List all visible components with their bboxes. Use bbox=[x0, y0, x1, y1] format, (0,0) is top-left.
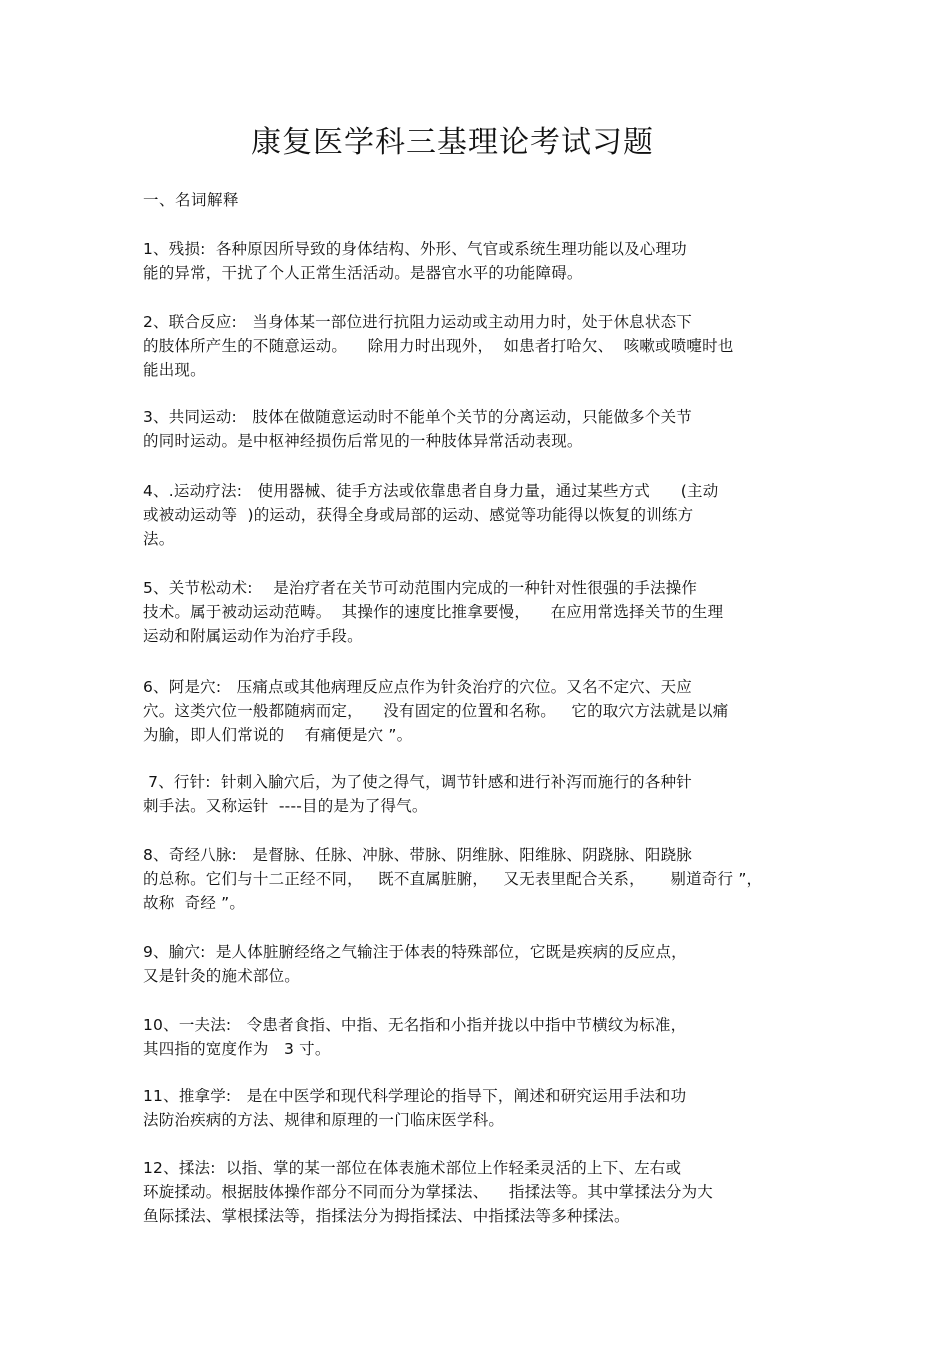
entry-line: 为腧，即人们常说的 有痛便是穴 ”。 bbox=[143, 726, 413, 744]
entry-line: 3、共同运动: 肢体在做随意运动时不能单个关节的分离运动，只能做多个关节 bbox=[143, 408, 692, 426]
entry-line: 刺手法。又称运针 ----目的是为了得气。 bbox=[143, 797, 428, 815]
entry-line: 1、残损: 各种原因所导致的身体结构、外形、气官或系统生理功能以及心理功 bbox=[143, 240, 687, 258]
entry-line: 8、奇经八脉: 是督脉、任脉、冲脉、带脉、阴维脉、阳维脉、阴跷脉、阳跷脉 bbox=[143, 846, 692, 864]
entry-line: 6、阿是穴: 压痛点或其他病理反应点作为针灸治疗的穴位。又名不定穴、天应 bbox=[143, 678, 692, 696]
definition-entry-4 bbox=[143, 479, 808, 551]
definition-entry-6 bbox=[143, 675, 808, 747]
entry-line: 法。 bbox=[143, 530, 175, 548]
entry-line: 又是针灸的施术部位。 bbox=[143, 967, 301, 985]
entry-line: 能的异常，干扰了个人正常生活活动。是器官水平的功能障碍。 bbox=[143, 264, 583, 282]
entry-line: 的总称。它们与十二正经不同， 既不直属脏腑， 又无表里配合关系， 剔道奇行 ”， bbox=[143, 870, 763, 888]
entry-line: 2、联合反应: 当身体某一部位进行抗阻力运动或主动用力时，处于休息状态下 bbox=[143, 313, 692, 331]
definition-entry-8 bbox=[143, 843, 808, 915]
definition-entry-2 bbox=[143, 310, 808, 382]
definition-entry-3 bbox=[143, 405, 808, 453]
entry-line: 技术。属于被动运动范畴。 其操作的速度比推拿要慢， 在应用常选择关节的生理 bbox=[143, 603, 724, 621]
entry-line: 的同时运动。是中枢神经损伤后常见的一种肢体异常活动表现。 bbox=[143, 432, 583, 450]
definition-entry-9 bbox=[143, 940, 808, 988]
document-title: 康复医学科三基理论考试习题 bbox=[251, 125, 654, 160]
entry-line: 环旋揉动。根据肢体操作部分不同而分为掌揉法、 指揉法等。其中掌揉法分为大 bbox=[143, 1183, 714, 1201]
entry-line: 12、揉法: 以指、掌的某一部位在体表施术部位上作轻柔灵活的上下、左右或 bbox=[143, 1159, 682, 1177]
entry-line: 能出现。 bbox=[143, 361, 206, 379]
entry-line: 5、关节松动术: 是治疗者在关节可动范围内完成的一种针对性很强的手法操作 bbox=[143, 579, 698, 597]
entry-line: 7、行针: 针刺入腧穴后，为了使之得气，调节针感和进行补泻而施行的各种针 bbox=[143, 773, 692, 791]
entry-line: 法防治疾病的方法、规律和原理的一门临床医学科。 bbox=[143, 1111, 505, 1129]
definition-entry-5 bbox=[143, 576, 808, 648]
entry-line: 故称 奇经 ”。 bbox=[143, 894, 246, 912]
entry-line: 10、一夫法: 令患者食指、中指、无名指和小指并拢以中指中节横纹为标准， bbox=[143, 1016, 687, 1034]
entry-line: 其四指的宽度作为 3 寸。 bbox=[143, 1040, 331, 1058]
entry-line: 11、推拿学: 是在中医学和现代科学理论的指导下，阐述和研究运用手法和功 bbox=[143, 1087, 687, 1105]
entry-line: 运动和附属运动作为治疗手段。 bbox=[143, 627, 363, 645]
definition-entry-11 bbox=[143, 1084, 808, 1132]
entry-line: 或被动运动等 )的运动，获得全身或局部的运动、感觉等功能得以恢复的训练方 bbox=[143, 506, 694, 524]
definition-entry-12 bbox=[143, 1156, 808, 1228]
entry-line: 4、.运动疗法: 使用器械、徒手方法或依靠患者自身力量，通过某些方式 (主动 bbox=[143, 482, 719, 500]
section-heading: 一、名词解释 bbox=[143, 191, 240, 209]
definition-entry-1 bbox=[143, 237, 808, 285]
definition-entry-7 bbox=[143, 770, 808, 818]
entry-line: 9、腧穴: 是人体脏腑经络之气输注于体表的特殊部位，它既是疾病的反应点， bbox=[143, 943, 687, 961]
entry-line: 穴。这类穴位一般都随病而定， 没有固定的位置和名称。 它的取穴方法就是以痛 bbox=[143, 702, 729, 720]
entry-line: 鱼际揉法、掌根揉法等，指揉法分为拇指揉法、中指揉法等多种揉法。 bbox=[143, 1207, 630, 1225]
entry-line: 的肢体所产生的不随意运动。 除用力时出现外， 如患者打哈欠、 咳嗽或喷嚏时也 bbox=[143, 337, 734, 355]
definition-entry-10 bbox=[143, 1013, 808, 1061]
